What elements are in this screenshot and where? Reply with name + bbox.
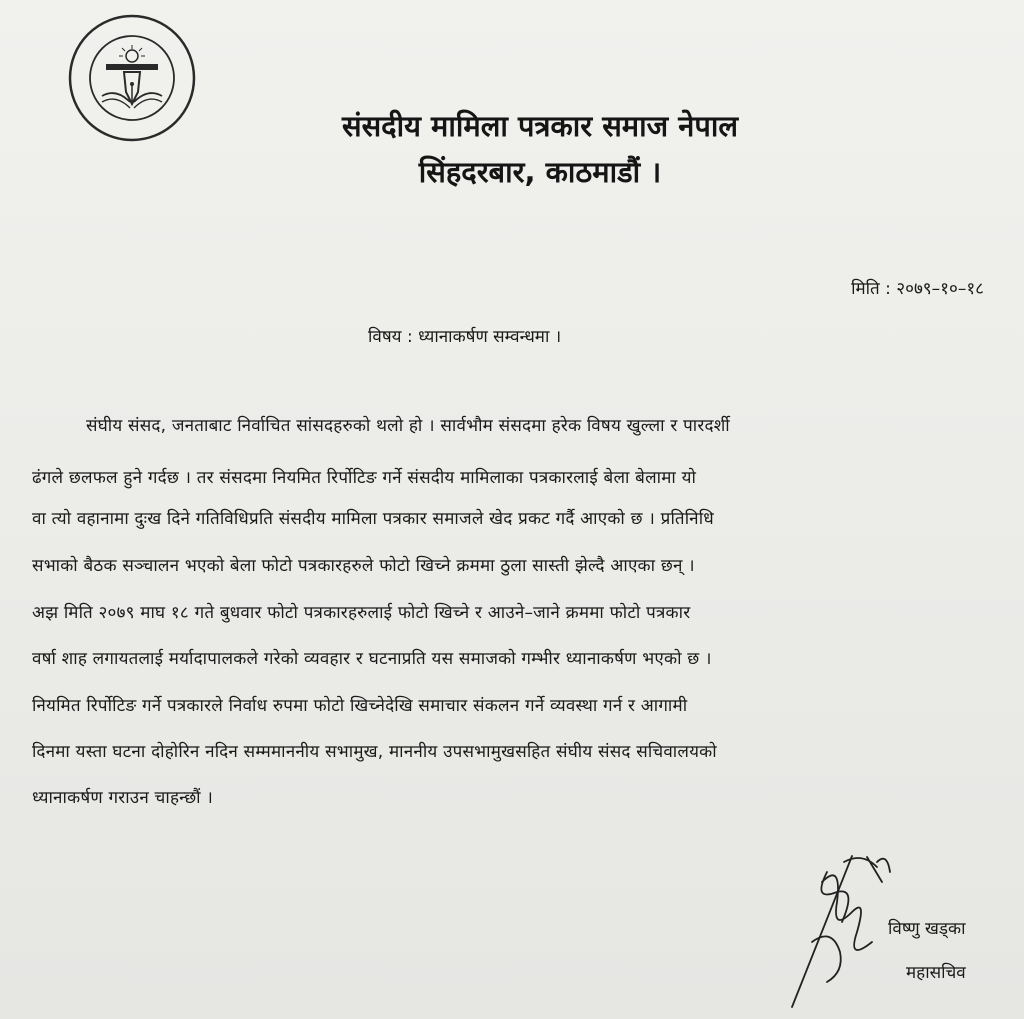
body-line: वर्षा शाह लगायतलाई मर्यादापालकले गरेको व्यवहार र घटनाप्रति यस समाजको गम्भीर ध्यानाकर्षण भएको छ । <box>32 649 712 669</box>
organization-address: सिंहदरबार, काठमाडौं । <box>418 155 662 189</box>
body-line: नियमित रिर्पोटिङ गर्ने पत्रकारले निर्वाध रुपमा फोटो खिच्नेदेखि समाचार संकलन गर्ने व्यवस्था गर्न र आगामी <box>32 696 688 716</box>
organization-seal-logo <box>66 12 198 144</box>
body-line: ध्यानाकर्षण गराउन चाहन्छौं । <box>32 788 214 808</box>
handwritten-signature <box>782 842 892 1012</box>
seal-emblem-icon <box>66 12 198 144</box>
body-line: सभाको बैठक सञ्चालन भएको बेला फोटो पत्रकारहरुले फोटो खिच्ने क्रममा ठुला सास्ती झेल्दै आएका छन् । <box>32 556 695 576</box>
body-line: वा त्यो वहानामा दुःख दिने गतिविधिप्रति संसदीय मामिला पत्रकार समाजले खेद प्रकट गर्दै आएको छ । प्रतिनिधि <box>32 509 714 529</box>
organization-name: संसदीय मामिला पत्रकार समाज नेपाल <box>341 109 739 143</box>
signer-title: महासचिव <box>906 963 966 983</box>
body-line: अझ मिति २०७९ माघ १८ गते बुधवार फोटो पत्रकारहरुलाई फोटो खिच्ने र आउने–जाने क्रममा फोटो पत्रकार <box>32 603 691 623</box>
body-line: दिनमा यस्ता घटना दोहोरिन नदिन सम्ममाननीय सभामुख, माननीय उपसभामुखसहित संघीय संसद सचिवालयको <box>32 742 717 762</box>
letter-date: मिति : २०७९–१०–१८ <box>851 279 984 299</box>
body-line: ढंगले छलफल हुने गर्दछ । तर संसदमा नियमित रिर्पोटिङ गर्ने संसदीय मामिलाका पत्रकारलाई बेला बेलामा यो <box>32 468 697 488</box>
body-line: संघीय संसद, जनताबाट निर्वाचित सांसदहरुको थलो हो । सार्वभौम संसदमा हरेक विषय खुल्ला र पारदर्शी <box>86 416 730 436</box>
letter-subject: विषय : ध्यानाकर्षण सम्वन्धमा । <box>368 327 562 347</box>
signer-name: विष्णु खड्का <box>888 919 966 939</box>
